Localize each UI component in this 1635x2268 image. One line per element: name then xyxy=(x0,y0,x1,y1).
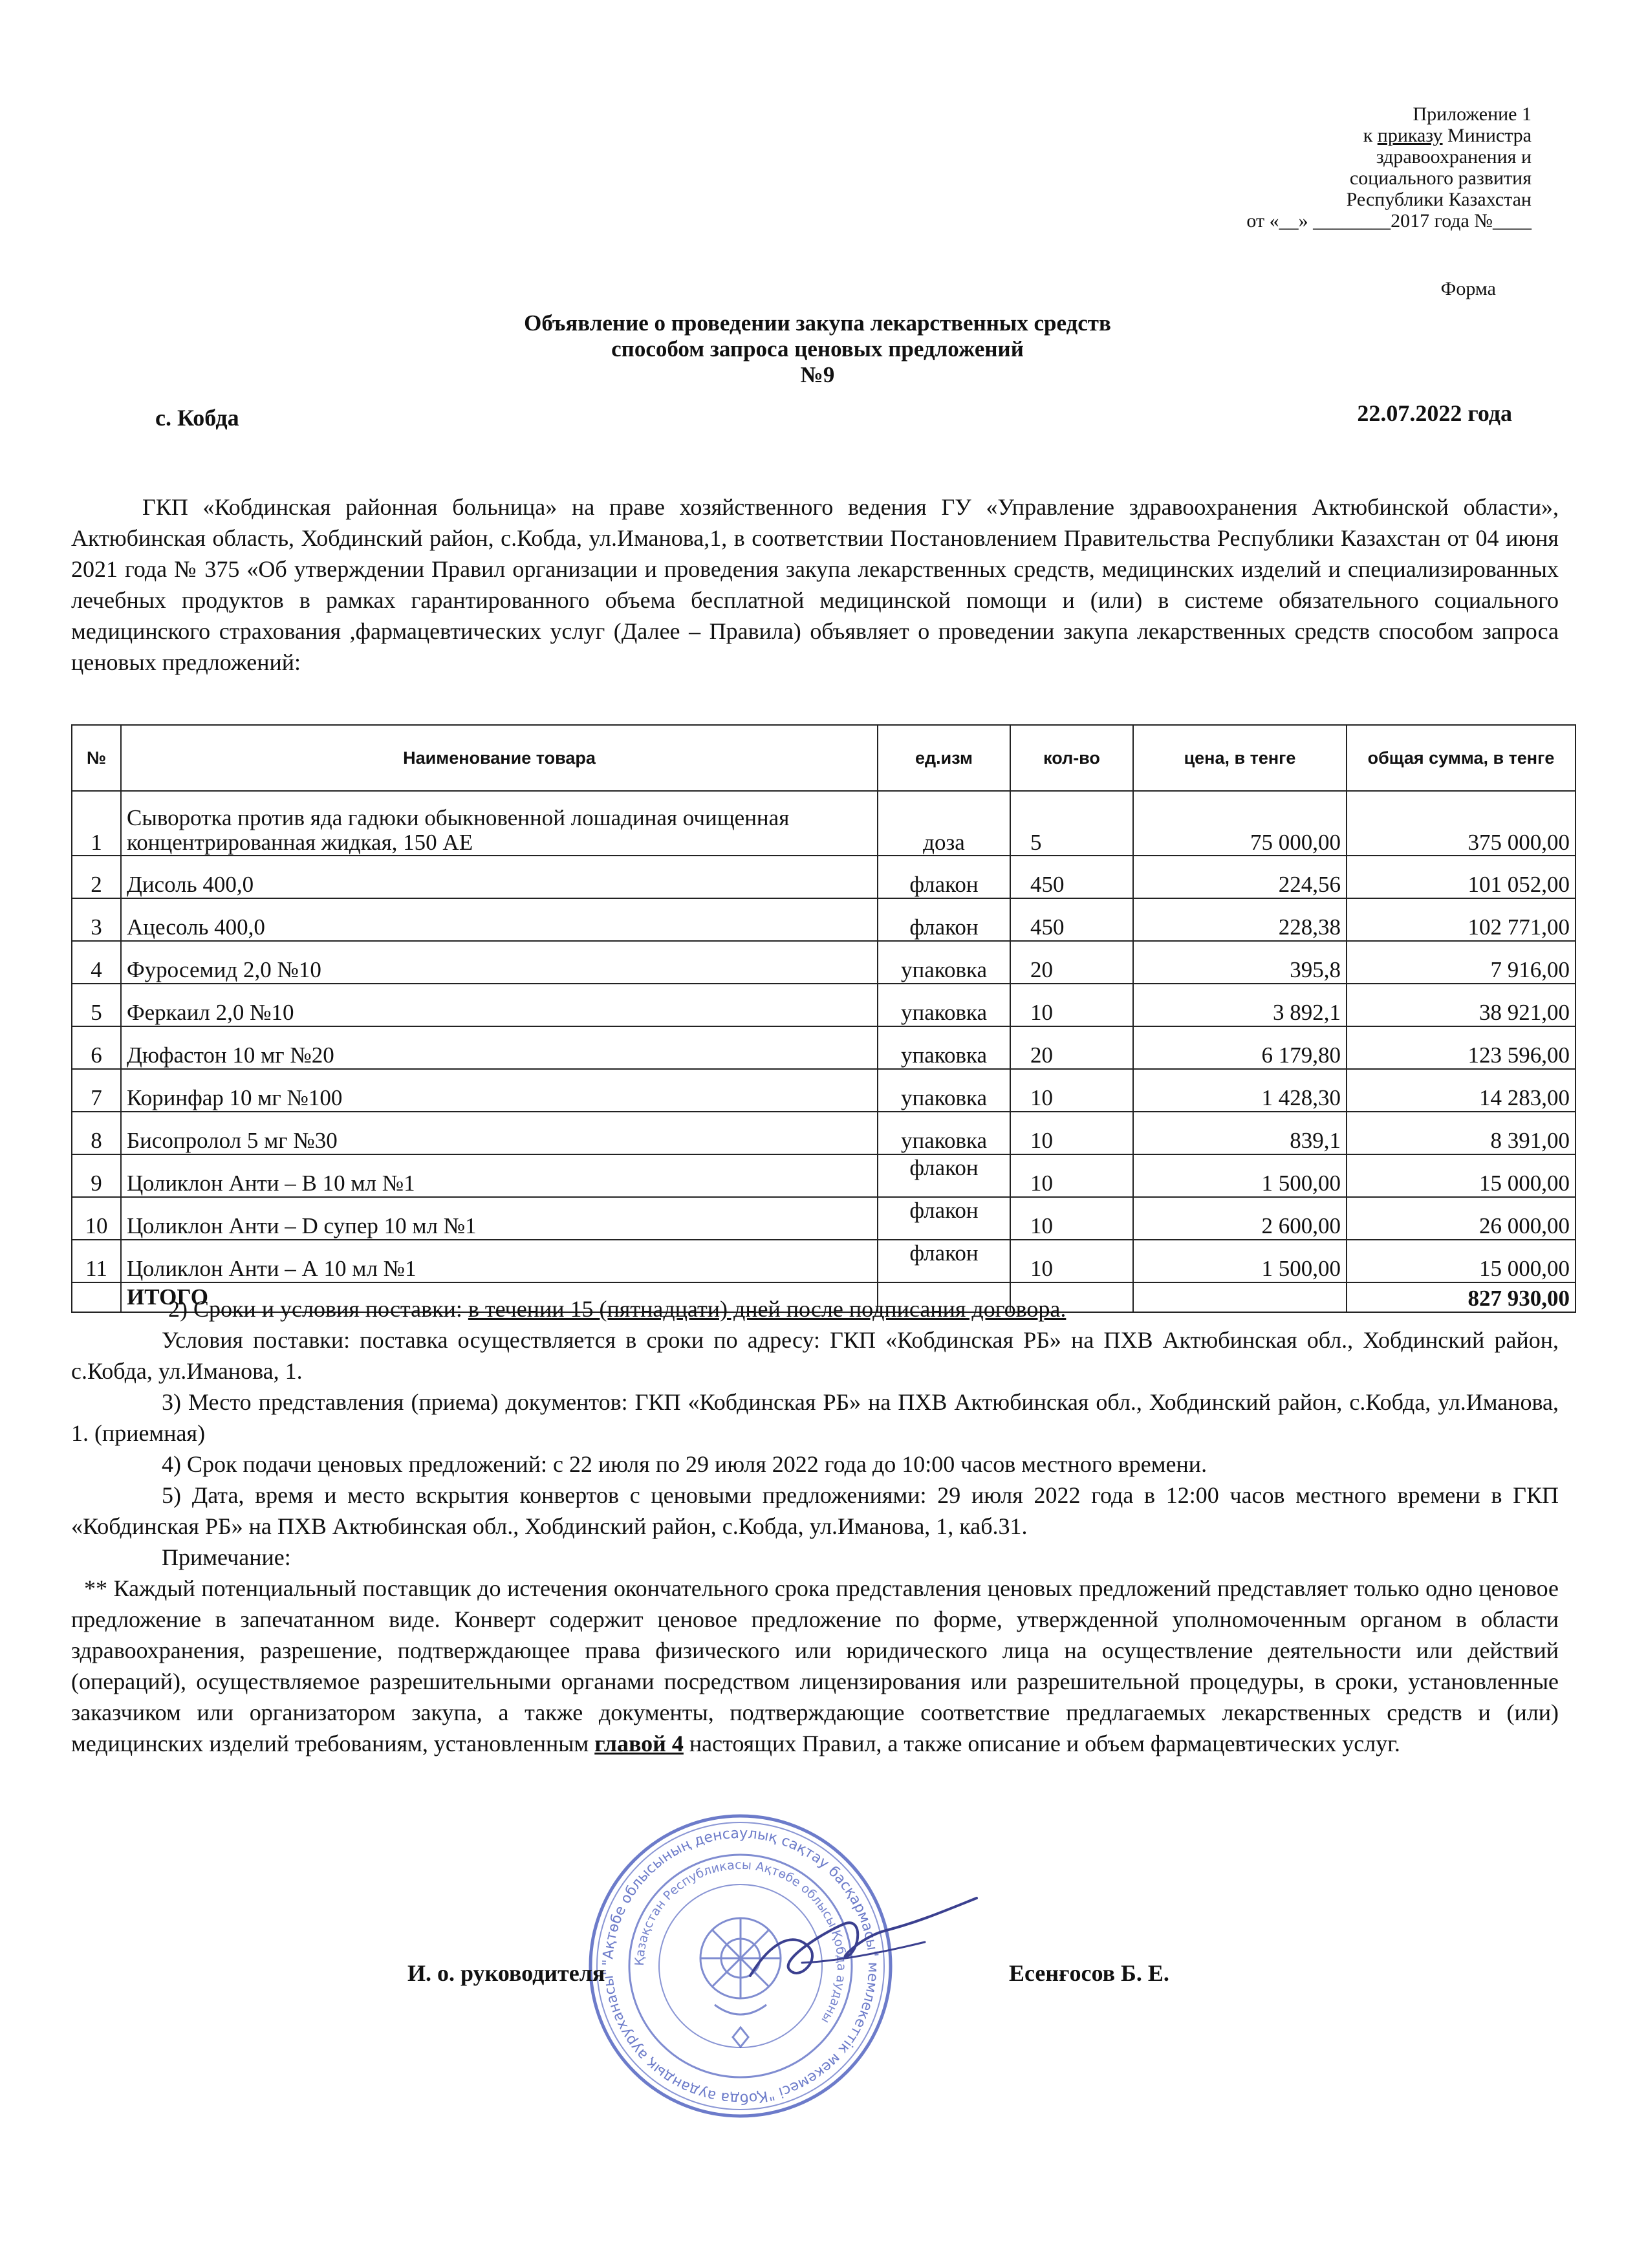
table-row xyxy=(72,1154,1575,1197)
row-price: 2 600,00 xyxy=(1133,1197,1347,1240)
row-name: Дисоль 400,0 xyxy=(121,856,878,898)
table-row xyxy=(72,1240,1575,1282)
place: с. Кобда xyxy=(155,405,239,431)
row-quantity: 10 xyxy=(1010,1197,1133,1240)
condition-3: 3) Место представления (приема) документов: ГКП «Кобдинская РБ» на ПХВ Актюбинская обл., Хобдинский район, с.Кобда, ул.Иманова, 1. (приемная) xyxy=(71,1389,1559,1446)
table-row xyxy=(72,1197,1575,1240)
row-name: Цоликлон Анти – А 10 мл №1 xyxy=(121,1240,878,1282)
row-total: 15 000,00 xyxy=(1347,1154,1575,1197)
row-number: 3 xyxy=(72,898,121,941)
row-price: 1 428,30 xyxy=(1133,1069,1347,1112)
row-unit: упаковка xyxy=(878,984,1010,1026)
condition-2-term: в течении 15 (пятнадцати) дней после подписания договора. xyxy=(468,1296,1067,1322)
delivery-conditions: Условия поставки: поставка осуществляется в сроки по адресу: ГКП «Кобдинская РБ» на ПХВ Актюбинская обл., Хобдинский район, с.Кобда, ул.Иманова, 1. xyxy=(71,1327,1559,1384)
header-total: общая сумма, в тенге xyxy=(1347,725,1575,791)
table-row xyxy=(72,1112,1575,1154)
row-price: 6 179,80 xyxy=(1133,1026,1347,1069)
appendix-line-2 xyxy=(1143,125,1532,146)
row-price: 3 892,1 xyxy=(1133,984,1347,1026)
row-name: Сыворотка против яда гадюки обыкновенной лошадиная очищенная концентрированная жидкая, 150 АЕ xyxy=(121,791,878,856)
row-number: 10 xyxy=(72,1197,121,1240)
row-name: Коринфар 10 мг №100 xyxy=(121,1069,878,1112)
table-row xyxy=(72,791,1575,856)
row-quantity: 20 xyxy=(1010,1026,1133,1069)
seal-outer-text: "Ақтөбе облысының денсаулық сақтау басқармасы" мемлекеттік мекемесі "Қобда аудандық ауруханасы" xyxy=(600,1825,882,2107)
header-number: № xyxy=(72,725,121,791)
header-quantity: кол-во xyxy=(1010,725,1133,791)
row-number: 6 xyxy=(72,1026,121,1069)
signatory-name: Есенғосов Б. Е. xyxy=(1009,1960,1169,1986)
announcement-date: 22.07.2022 года xyxy=(1357,400,1512,426)
row-total: 102 771,00 xyxy=(1347,898,1575,941)
table-row xyxy=(72,984,1575,1026)
row-unit: флакон xyxy=(878,898,1010,941)
row-total: 38 921,00 xyxy=(1347,984,1575,1026)
row-total: 15 000,00 xyxy=(1347,1240,1575,1282)
condition-5: 5) Дата, время и место вскрытия конвертов с ценовыми предложениями: 29 июля 2022 года в 12:00 часов местного времени в ГКП «Кобдинская РБ» на ПХВ Актюбинская обл., Хобдинский район, с.Кобда, ул.Иманова, 1, каб.31. xyxy=(71,1482,1559,1539)
note-heading: Примечание: xyxy=(162,1544,291,1570)
row-unit: флакон xyxy=(878,1154,1010,1197)
row-number: 7 xyxy=(72,1069,121,1112)
row-quantity: 20 xyxy=(1010,941,1133,984)
title-line-2: способом запроса ценовых предложений xyxy=(611,336,1024,362)
table-row xyxy=(72,1069,1575,1112)
document-title xyxy=(0,310,1635,388)
row-quantity: 10 xyxy=(1010,1112,1133,1154)
table-row xyxy=(72,856,1575,898)
row-total: 8 391,00 xyxy=(1347,1112,1575,1154)
row-price: 839,1 xyxy=(1133,1112,1347,1154)
table-row xyxy=(72,941,1575,984)
row-price: 395,8 xyxy=(1133,941,1347,984)
row-name: Цоликлон Анти – В 10 мл №1 xyxy=(121,1154,878,1197)
conditions-block xyxy=(71,1293,1559,1759)
row-quantity: 10 xyxy=(1010,1154,1133,1197)
note-text-main: ** Каждый потенциальный поставщик до истечения окончательного срока представления ценовых предложений представляет только одно ценовое предложение в запечатанном виде. Конверт содержит ценовое предложение по форме, утвержденной уполномоченным органом в области здравоохранения, разрешение, подтверждающее права физического или юридического лица на осуществление деятельности или действий (операций), осуществляемое разрешительными органами посредством лицензирования или разрешительной процедуры, в сроки, установленные заказчиком или организатором закупа, а также документы, подтверждающие соответствие предлагаемых лекарственных средств и (или) медицинских изделий требованиям, установленным xyxy=(71,1575,1559,1756)
header-price: цена, в тенге xyxy=(1133,725,1347,791)
row-number: 8 xyxy=(72,1112,121,1154)
appendix-line-5: Республики Казахстан xyxy=(1346,189,1532,210)
row-quantity: 10 xyxy=(1010,1240,1133,1282)
row-quantity: 5 xyxy=(1010,791,1133,856)
appendix-line-2-suffix: Министра xyxy=(1442,125,1532,146)
row-price: 1 500,00 xyxy=(1133,1240,1347,1282)
row-number: 5 xyxy=(72,984,121,1026)
row-number: 1 xyxy=(72,791,121,856)
row-number: 9 xyxy=(72,1154,121,1197)
row-total: 123 596,00 xyxy=(1347,1026,1575,1069)
row-number: 2 xyxy=(72,856,121,898)
seal-inner-text: Қазақстан Республикасы Ақтөбе облысы Қобда ауданы xyxy=(632,1857,849,2026)
header-unit: ед.изм xyxy=(878,725,1010,791)
appendix-block xyxy=(1143,103,1532,232)
goods-table xyxy=(71,724,1576,1313)
row-price: 224,56 xyxy=(1133,856,1347,898)
handwritten-signature xyxy=(731,1885,990,2002)
row-unit: флакон xyxy=(878,856,1010,898)
row-total: 14 283,00 xyxy=(1347,1069,1575,1112)
row-name: Ацесоль 400,0 xyxy=(121,898,878,941)
note-text xyxy=(71,1573,1559,1759)
row-price: 75 000,00 xyxy=(1133,791,1347,856)
order-link[interactable]: приказу xyxy=(1377,125,1443,146)
row-price: 1 500,00 xyxy=(1133,1154,1347,1197)
condition-2 xyxy=(71,1293,1559,1324)
row-quantity: 10 xyxy=(1010,984,1133,1026)
row-name: Цоликлон Анти – D супер 10 мл №1 xyxy=(121,1197,878,1240)
row-total: 7 916,00 xyxy=(1347,941,1575,984)
row-quantity: 450 xyxy=(1010,856,1133,898)
appendix-line-6: от «__» ________2017 года №____ xyxy=(1246,210,1532,232)
appendix-line-1: Приложение 1 xyxy=(1413,103,1532,125)
row-total: 101 052,00 xyxy=(1347,856,1575,898)
condition-4: 4) Срок подачи ценовых предложений: с 22 июля по 29 июля 2022 года до 10:00 часов местного времени. xyxy=(162,1451,1207,1477)
appendix-line-3: здравоохранения и xyxy=(1376,146,1532,167)
title-line-1: Объявление о проведении закупа лекарственных средств xyxy=(524,310,1111,336)
row-number: 4 xyxy=(72,941,121,984)
condition-2-text: 2) Сроки и условия поставки: xyxy=(168,1296,468,1322)
row-quantity: 10 xyxy=(1010,1069,1133,1112)
title-line-3: №9 xyxy=(800,362,835,387)
appendix-line-4: социального развития xyxy=(1349,167,1532,189)
row-unit: флакон xyxy=(878,1197,1010,1240)
table-row xyxy=(72,898,1575,941)
row-unit: упаковка xyxy=(878,1112,1010,1154)
row-number: 11 xyxy=(72,1240,121,1282)
row-unit: флакон xyxy=(878,1240,1010,1282)
table-header-row xyxy=(72,725,1575,791)
row-quantity: 450 xyxy=(1010,898,1133,941)
row-unit: упаковка xyxy=(878,1026,1010,1069)
row-unit: доза xyxy=(878,791,1010,856)
signatory-position: И. о. руководителя xyxy=(407,1960,605,1986)
header-name: Наименование товара xyxy=(121,725,878,791)
row-name: Феркаил 2,0 №10 xyxy=(121,984,878,1026)
row-unit: упаковка xyxy=(878,1069,1010,1112)
row-name: Дюфастон 10 мг №20 xyxy=(121,1026,878,1069)
intro-paragraph: ГКП «Кобдинская районная больница» на праве хозяйственного ведения ГУ «Управление здравоохранения Актюбинской области», Актюбинская область, Хобдинский район, с.Кобда, ул.Иманова,1, в соответствии Постановлением Правительства Республики Казахстан от 04 июня 2021 года № 375 «Об утверждении Правил организации и проведения закупа лекарственных средств, медицинских изделий и специализированных лечебных продуктов в рамках гарантированного объема бесплатной медицинской помощи и (или) в системе обязательного социального медицинского страхования ,фармацевтических услуг (Далее – Правила) объявляет о проведении закупа лекарственных средств способом запроса ценовых предложений: xyxy=(71,494,1559,675)
total-value: 827 930,00 xyxy=(1347,1282,1575,1312)
total-label: ИТОГО xyxy=(121,1282,878,1312)
row-name: Бисопролол 5 мг №30 xyxy=(121,1112,878,1154)
table-row xyxy=(72,1026,1575,1069)
row-total: 375 000,00 xyxy=(1347,791,1575,856)
appendix-line-2-prefix: к xyxy=(1363,125,1378,146)
form-label: Форма xyxy=(1440,278,1496,299)
note-text-end: настоящих Правил, а также описание и объем фармацевтических услуг. xyxy=(683,1731,1400,1756)
row-total: 26 000,00 xyxy=(1347,1197,1575,1240)
chapter-4-link[interactable]: главой 4 xyxy=(594,1731,684,1756)
row-price: 228,38 xyxy=(1133,898,1347,941)
row-unit: упаковка xyxy=(878,941,1010,984)
row-name: Фуросемид 2,0 №10 xyxy=(121,941,878,984)
